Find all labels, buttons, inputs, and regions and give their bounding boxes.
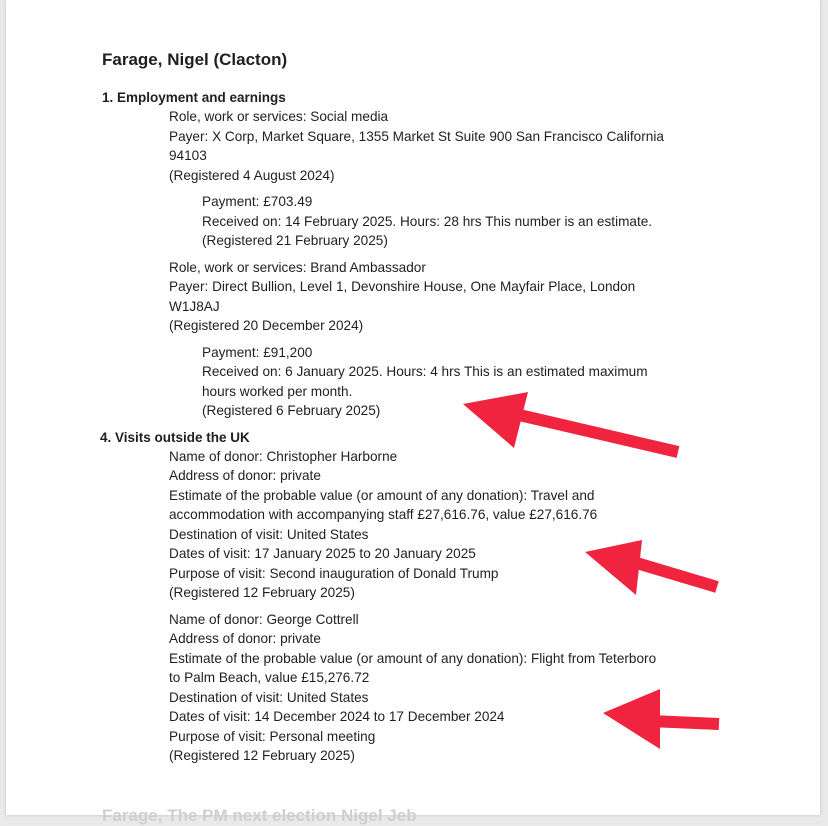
registered-line: (Registered 12 February 2025) xyxy=(169,585,355,600)
estimate-line-cont: accommodation with accompanying staff £27,616.76, value £27,616.76 xyxy=(169,507,598,522)
payer-line: Payer: X Corp, Market Square, 1355 Market St Suite 900 San Francisco California xyxy=(169,128,664,144)
member-name-heading: Farage, Nigel (Clacton) xyxy=(102,50,288,69)
donor-line: Name of donor: George Cottrell xyxy=(169,611,359,627)
address-line: Address of donor: private xyxy=(169,631,321,646)
payment-line: Payment: £703.49 xyxy=(202,194,313,209)
estimate-line-cont: to Palm Beach, value £15,276.72 xyxy=(169,670,370,685)
received-line: Received on: 14 February 2025. Hours: 28 hrs This number is an estimate. xyxy=(202,213,653,229)
payment-line: Payment: £91,200 xyxy=(202,344,313,360)
estimate-line: Estimate of the probable value (or amount of any donation): Flight from Teterboro xyxy=(169,650,657,666)
purpose-line: Purpose of visit: Second inauguration of Donald Trump xyxy=(169,565,499,581)
employment-entry-1 xyxy=(169,107,742,251)
donor-line: Name of donor: Christopher Harborne xyxy=(169,448,398,464)
payer-line-cont: W1J8AJ xyxy=(169,298,220,314)
received-line-cont: hours worked per month. xyxy=(202,383,353,399)
spacer xyxy=(102,603,742,610)
payment-registered-line: (Registered 21 February 2025) xyxy=(202,233,388,248)
role-line: Role, work or services: Social media xyxy=(169,109,389,124)
role-line: Role, work or services: Brand Ambassador xyxy=(169,259,426,275)
section-visits-title: 4. Visits outside the UK xyxy=(100,429,250,445)
address-line: Address of donor: private xyxy=(169,468,321,483)
registered-line: (Registered 12 February 2025) xyxy=(169,748,355,763)
payment-block xyxy=(202,192,742,251)
visit-entry-1 xyxy=(169,447,742,603)
purpose-line: Purpose of visit: Personal meeting xyxy=(169,728,376,744)
section-employment-title: 1. Employment and earnings xyxy=(102,90,286,105)
payment-registered-line: (Registered 6 February 2025) xyxy=(202,403,381,418)
destination-line: Destination of visit: United States xyxy=(169,689,369,705)
payer-line-cont: 94103 xyxy=(169,148,207,163)
register-entry xyxy=(102,49,742,766)
estimate-line: Estimate of the probable value (or amount of any donation): Travel and xyxy=(169,487,595,503)
document-page xyxy=(6,0,820,825)
registered-line: (Registered 20 December 2024) xyxy=(169,318,364,333)
registered-line: (Registered 4 August 2024) xyxy=(169,167,335,183)
employment-entry-2 xyxy=(169,258,742,421)
received-line: Received on: 6 January 2025. Hours: 4 hrs This is an estimated maximum xyxy=(202,364,648,379)
destination-line: Destination of visit: United States xyxy=(169,526,369,542)
dates-line: Dates of visit: 14 December 2024 to 17 December 2024 xyxy=(169,709,505,724)
next-member-heading-partial: Farage, The PM next election Nigel Jeb xyxy=(102,806,417,825)
payer-line: Payer: Direct Bullion, Level 1, Devonshire House, One Mayfair Place, London xyxy=(169,279,636,294)
dates-line: Dates of visit: 17 January 2025 to 20 January 2025 xyxy=(169,546,476,561)
payment-block xyxy=(202,343,742,421)
visit-entry-2 xyxy=(169,610,742,766)
